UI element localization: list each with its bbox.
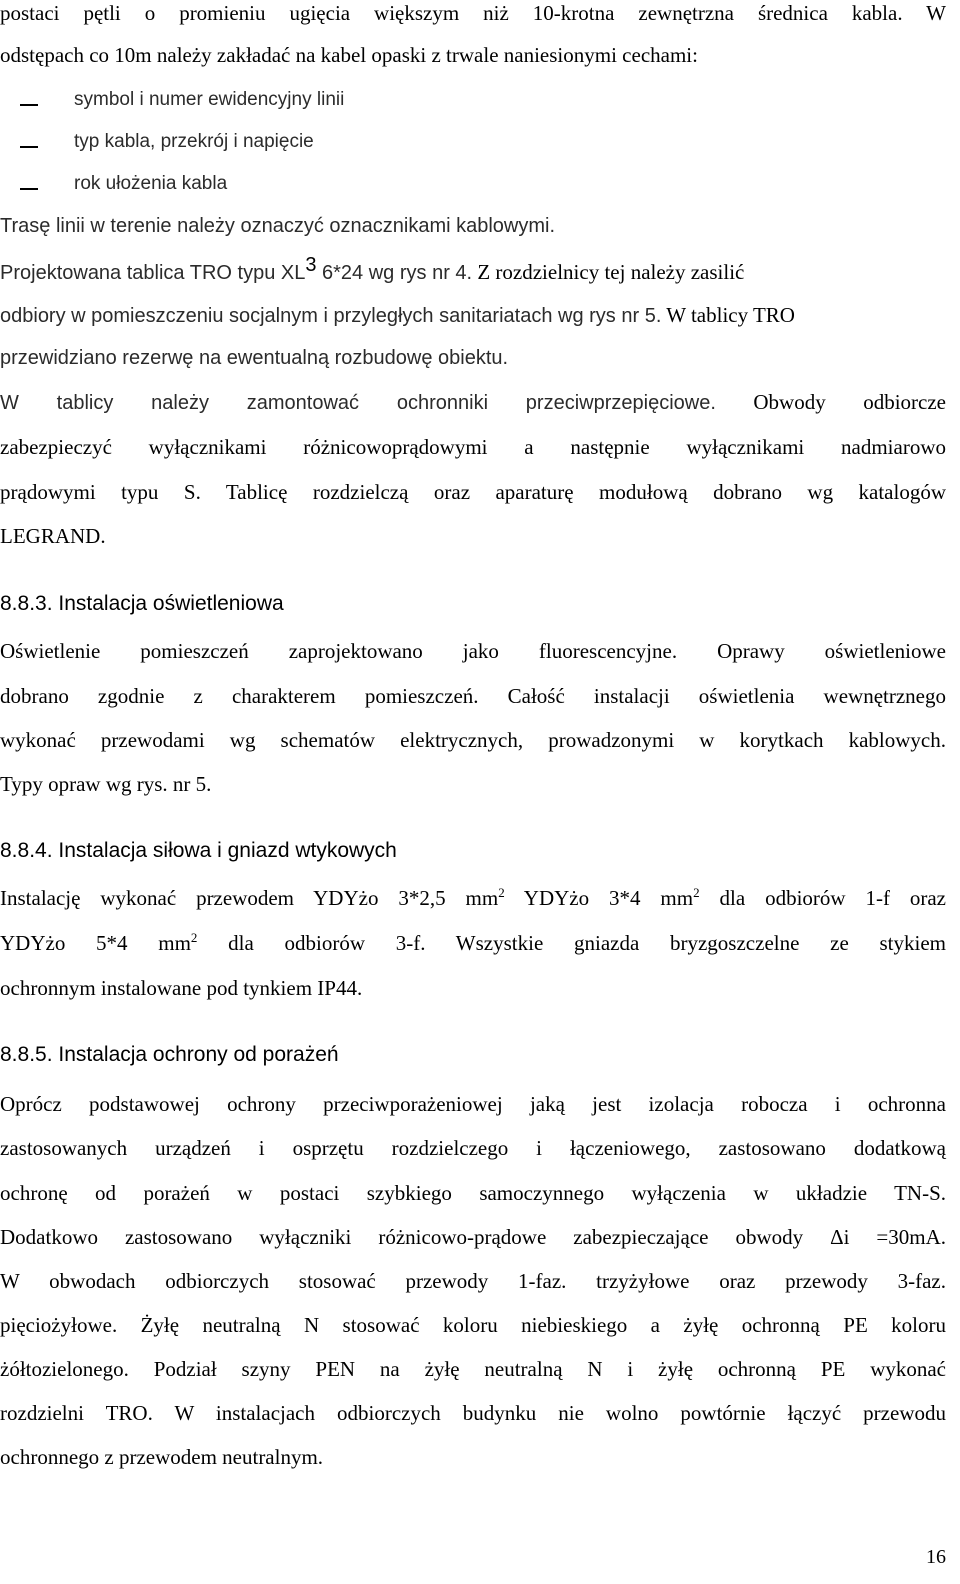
paragraph-line: żółtozielonego. Podział szyny PEN na żyłę neutralną N i żyłę ochronną PE wykonać <box>0 1357 946 1381</box>
text-span: YDYżo 3*4 mm <box>504 886 694 910</box>
paragraph-line: zastosowanych urządzeń i osprzętu rozdzielczego i łączeniowego, zastosowano dodatkową <box>0 1136 946 1160</box>
paragraph-line: ochronnym instalowane pod tynkiem IP44. <box>0 976 363 1000</box>
paragraph-line <box>0 930 946 956</box>
text-span: Obwody odbiorcze <box>715 390 946 414</box>
superscript: 3 <box>305 254 317 276</box>
paragraph-line <box>0 254 946 286</box>
section-title: Instalacja ochrony od porażeń <box>52 1043 339 1066</box>
paragraph-line: ochronę od porażeń w postaci szybkiego samoczynnego wyłączenia w układzie TN-S. <box>0 1181 946 1205</box>
text-span: Z rozdzielnicy tej należy zasilić <box>472 260 745 284</box>
text-span: Projektowana tablica TRO typu XL <box>0 262 306 284</box>
paragraph-line: odstępach co 10m należy zakładać na kabel opaski z trwale naniesionymi cechami: <box>0 43 698 67</box>
paragraph-line: Trasę linii w terenie należy oznaczyć oznacznikami kablowymi. <box>0 215 556 237</box>
section-heading <box>0 838 946 864</box>
section-title: Instalacja oświetleniowa <box>52 592 284 615</box>
paragraph-line <box>0 885 946 911</box>
text-span: dla odbiorów 3-f. Wszystkie gniazda bryzgoszczelne ze stykiem <box>197 931 946 955</box>
paragraph-line: postaci pętli o promieniu ugięcia większym niż 10-krotna zewnętrzna średnica kabla. W <box>0 1 946 25</box>
section-heading <box>0 591 946 617</box>
section-number: 8.8.4. <box>0 839 53 862</box>
paragraph-line: Oprócz podstawowej ochrony przeciwporażeniowej jaką jest izolacja robocza i ochronna <box>0 1092 946 1116</box>
paragraph-line: przewidziano rezerwę na ewentualną rozbudowę obiektu. <box>0 347 509 369</box>
paragraph-line: Oświetlenie pomieszczeń zaprojektowano jako fluorescencyjne. Oprawy oświetleniowe <box>0 639 946 663</box>
list-item: typ kabla, przekrój i napięcie <box>74 131 314 152</box>
section-number: 8.8.5. <box>0 1043 53 1066</box>
paragraph-line: dobrano zgodnie z charakterem pomieszczeń. Całość instalacji oświetlenia wewnętrznego <box>0 684 946 708</box>
section-heading <box>0 1042 946 1068</box>
paragraph-line: wykonać przewodami wg schematów elektrycznych, prowadzonymi w korytkach kablowych. <box>0 728 946 752</box>
paragraph-line: zabezpieczyć wyłącznikami różnicowoprądowymi a następnie wyłącznikami nadmiarowo <box>0 435 946 459</box>
paragraph-line <box>0 389 946 416</box>
paragraph-line: Dodatkowo zastosowano wyłączniki różnicowo-prądowe zabezpieczające obwody Δi =30mA. <box>0 1225 946 1249</box>
list-item: rok ułożenia kabla <box>74 173 228 194</box>
paragraph-line: pięciożyłowe. Żyłę neutralną N stosować koloru niebieskiego a żyłę ochronną PE koloru <box>0 1313 946 1337</box>
text-span: W tablicy należy zamontować ochronniki przeciwprzepięciowe. <box>0 392 716 414</box>
superscript: 2 <box>498 885 505 900</box>
paragraph-line: LEGRAND. <box>0 524 106 548</box>
superscript: 2 <box>190 930 198 945</box>
text-span: W tablicy TRO <box>661 303 795 327</box>
text-span: Tablicę rozdzielczą oraz aparaturę modułową dobrano wg katalogów <box>200 480 946 504</box>
paragraph-line: W obwodach odbiorczych stosować przewody 1-faz. trzyżyłowe oraz przewody 3-faz. <box>0 1269 946 1293</box>
superscript: 2 <box>693 885 700 900</box>
text-span: prądowymi typu S. <box>0 480 201 504</box>
text-span: YDYżo 5*4 mm <box>0 931 191 955</box>
text-span: dla odbiorów 1-f oraz <box>699 886 946 910</box>
dash-bullet-icon <box>20 104 38 106</box>
text-span: odbiory w pomieszczeniu socjalnym i przyległych sanitariatach wg rys nr 5. <box>0 305 662 327</box>
paragraph-line <box>0 302 946 329</box>
page-number: 16 <box>926 1546 946 1568</box>
text-span: 6*24 wg rys nr 4. <box>316 262 473 284</box>
paragraph-line: ochronnego z przewodem neutralnym. <box>0 1445 324 1469</box>
dash-bullet-icon <box>20 146 38 148</box>
paragraph-line: Typy opraw wg rys. nr 5. <box>0 772 212 796</box>
paragraph-line: rozdzielni TRO. W instalacjach odbiorczych budynku nie wolno powtórnie łączyć przewodu <box>0 1401 946 1425</box>
dash-bullet-icon <box>20 188 38 190</box>
section-title: Instalacja siłowa i gniazd wtykowych <box>52 839 397 862</box>
text-span: Instalację wykonać przewodem YDYżo 3*2,5 mm <box>0 886 499 910</box>
section-number: 8.8.3. <box>0 592 53 615</box>
paragraph-line <box>0 479 946 505</box>
list-item: symbol i numer ewidencyjny linii <box>74 89 345 110</box>
